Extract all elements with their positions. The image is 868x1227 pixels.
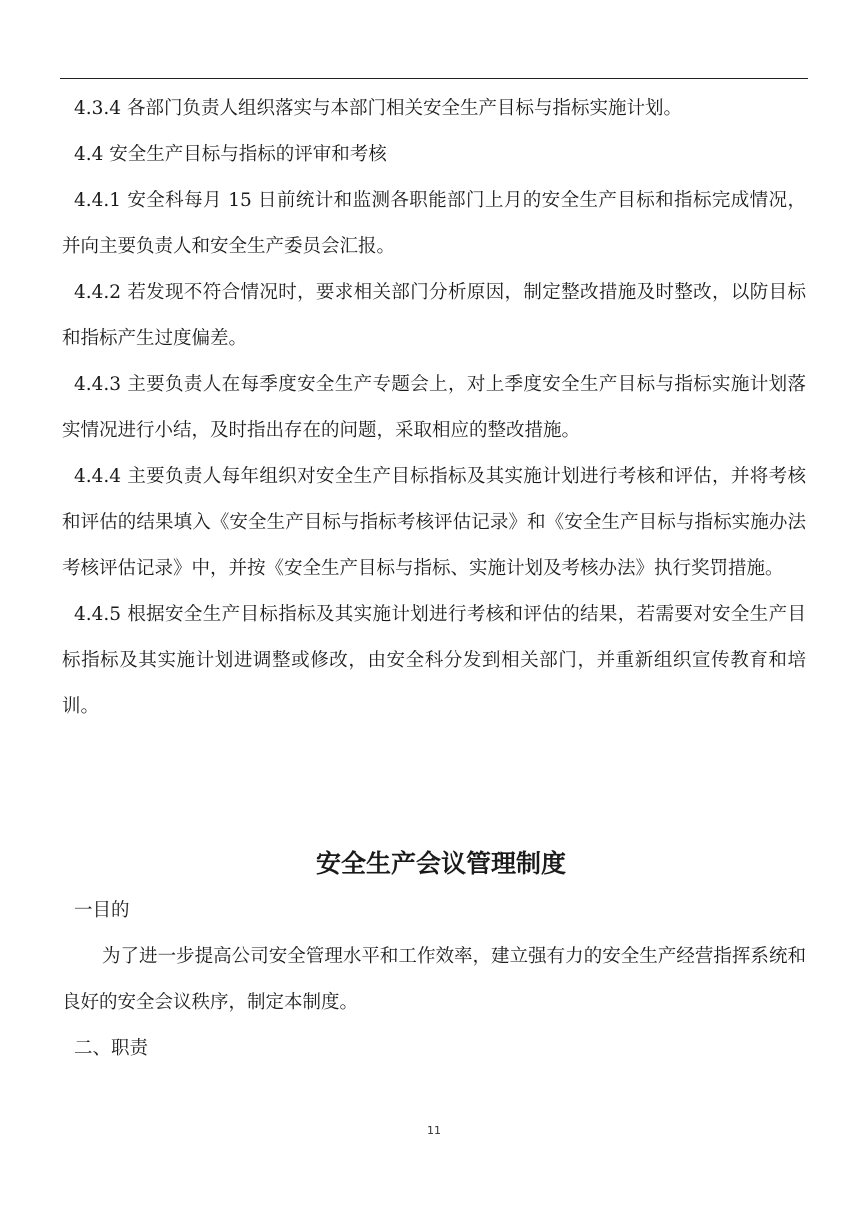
page-number: 11 (427, 1124, 441, 1137)
paragraph-4-4-1: 4.4.1 安全科每月 15 日前统计和监测各职能部门上月的安全生产目标和指标完成情况，并向主要负责人和安全生产委员会汇报。 (62, 190, 806, 257)
header-rule (60, 78, 808, 79)
section-title: 安全生产会议管理制度 (315, 849, 566, 878)
paragraph-4-4-4: 4.4.4 主要负责人每年组织对安全生产目标指标及其实施计划进行考核和评估，并将考核和评估的结果填入《安全生产目标与指标考核评估记录》和《安全生产目标与指标实施办法考核评估记录》中，并按《安全生产目标与指标、实施计划及考核办法》执行奖罚措施。 (62, 466, 806, 579)
purpose-heading: 一目的 (74, 900, 130, 921)
paragraph-4-4-5: 4.4.5 根据安全生产目标指标及其实施计划进行考核和评估的结果，若需要对安全生产目标指标及其实施计划进调整或修改，由安全科分发到相关部门，并重新组织宣传教育和培训。 (62, 604, 806, 717)
page-content (62, 86, 806, 1072)
paragraph-4-4-3: 4.4.3 主要负责人在每季度安全生产专题会上，对上季度安全生产目标与指标实施计划落实情况进行小结，及时指出存在的问题，采取相应的整改措施。 (62, 374, 806, 441)
section-gap (62, 730, 806, 840)
duty-heading: 二、职责 (74, 1038, 149, 1059)
paragraph-4-3-4: 4.3.4 各部门负责人组织落实与本部门相关安全生产目标与指标实施计划。 (74, 98, 682, 119)
heading-4-4: 4.4 安全生产目标与指标的评审和考核 (74, 144, 387, 165)
paragraph-4-4-2: 4.4.2 若发现不符合情况时，要求相关部门分析原因，制定整改措施及时整改，以防目标和指标产生过度偏差。 (62, 282, 806, 349)
purpose-paragraph: 为了进一步提高公司安全管理水平和工作效率，建立强有力的安全生产经营指挥系统和良好的安全会议秩序，制定本制度。 (62, 946, 806, 1013)
